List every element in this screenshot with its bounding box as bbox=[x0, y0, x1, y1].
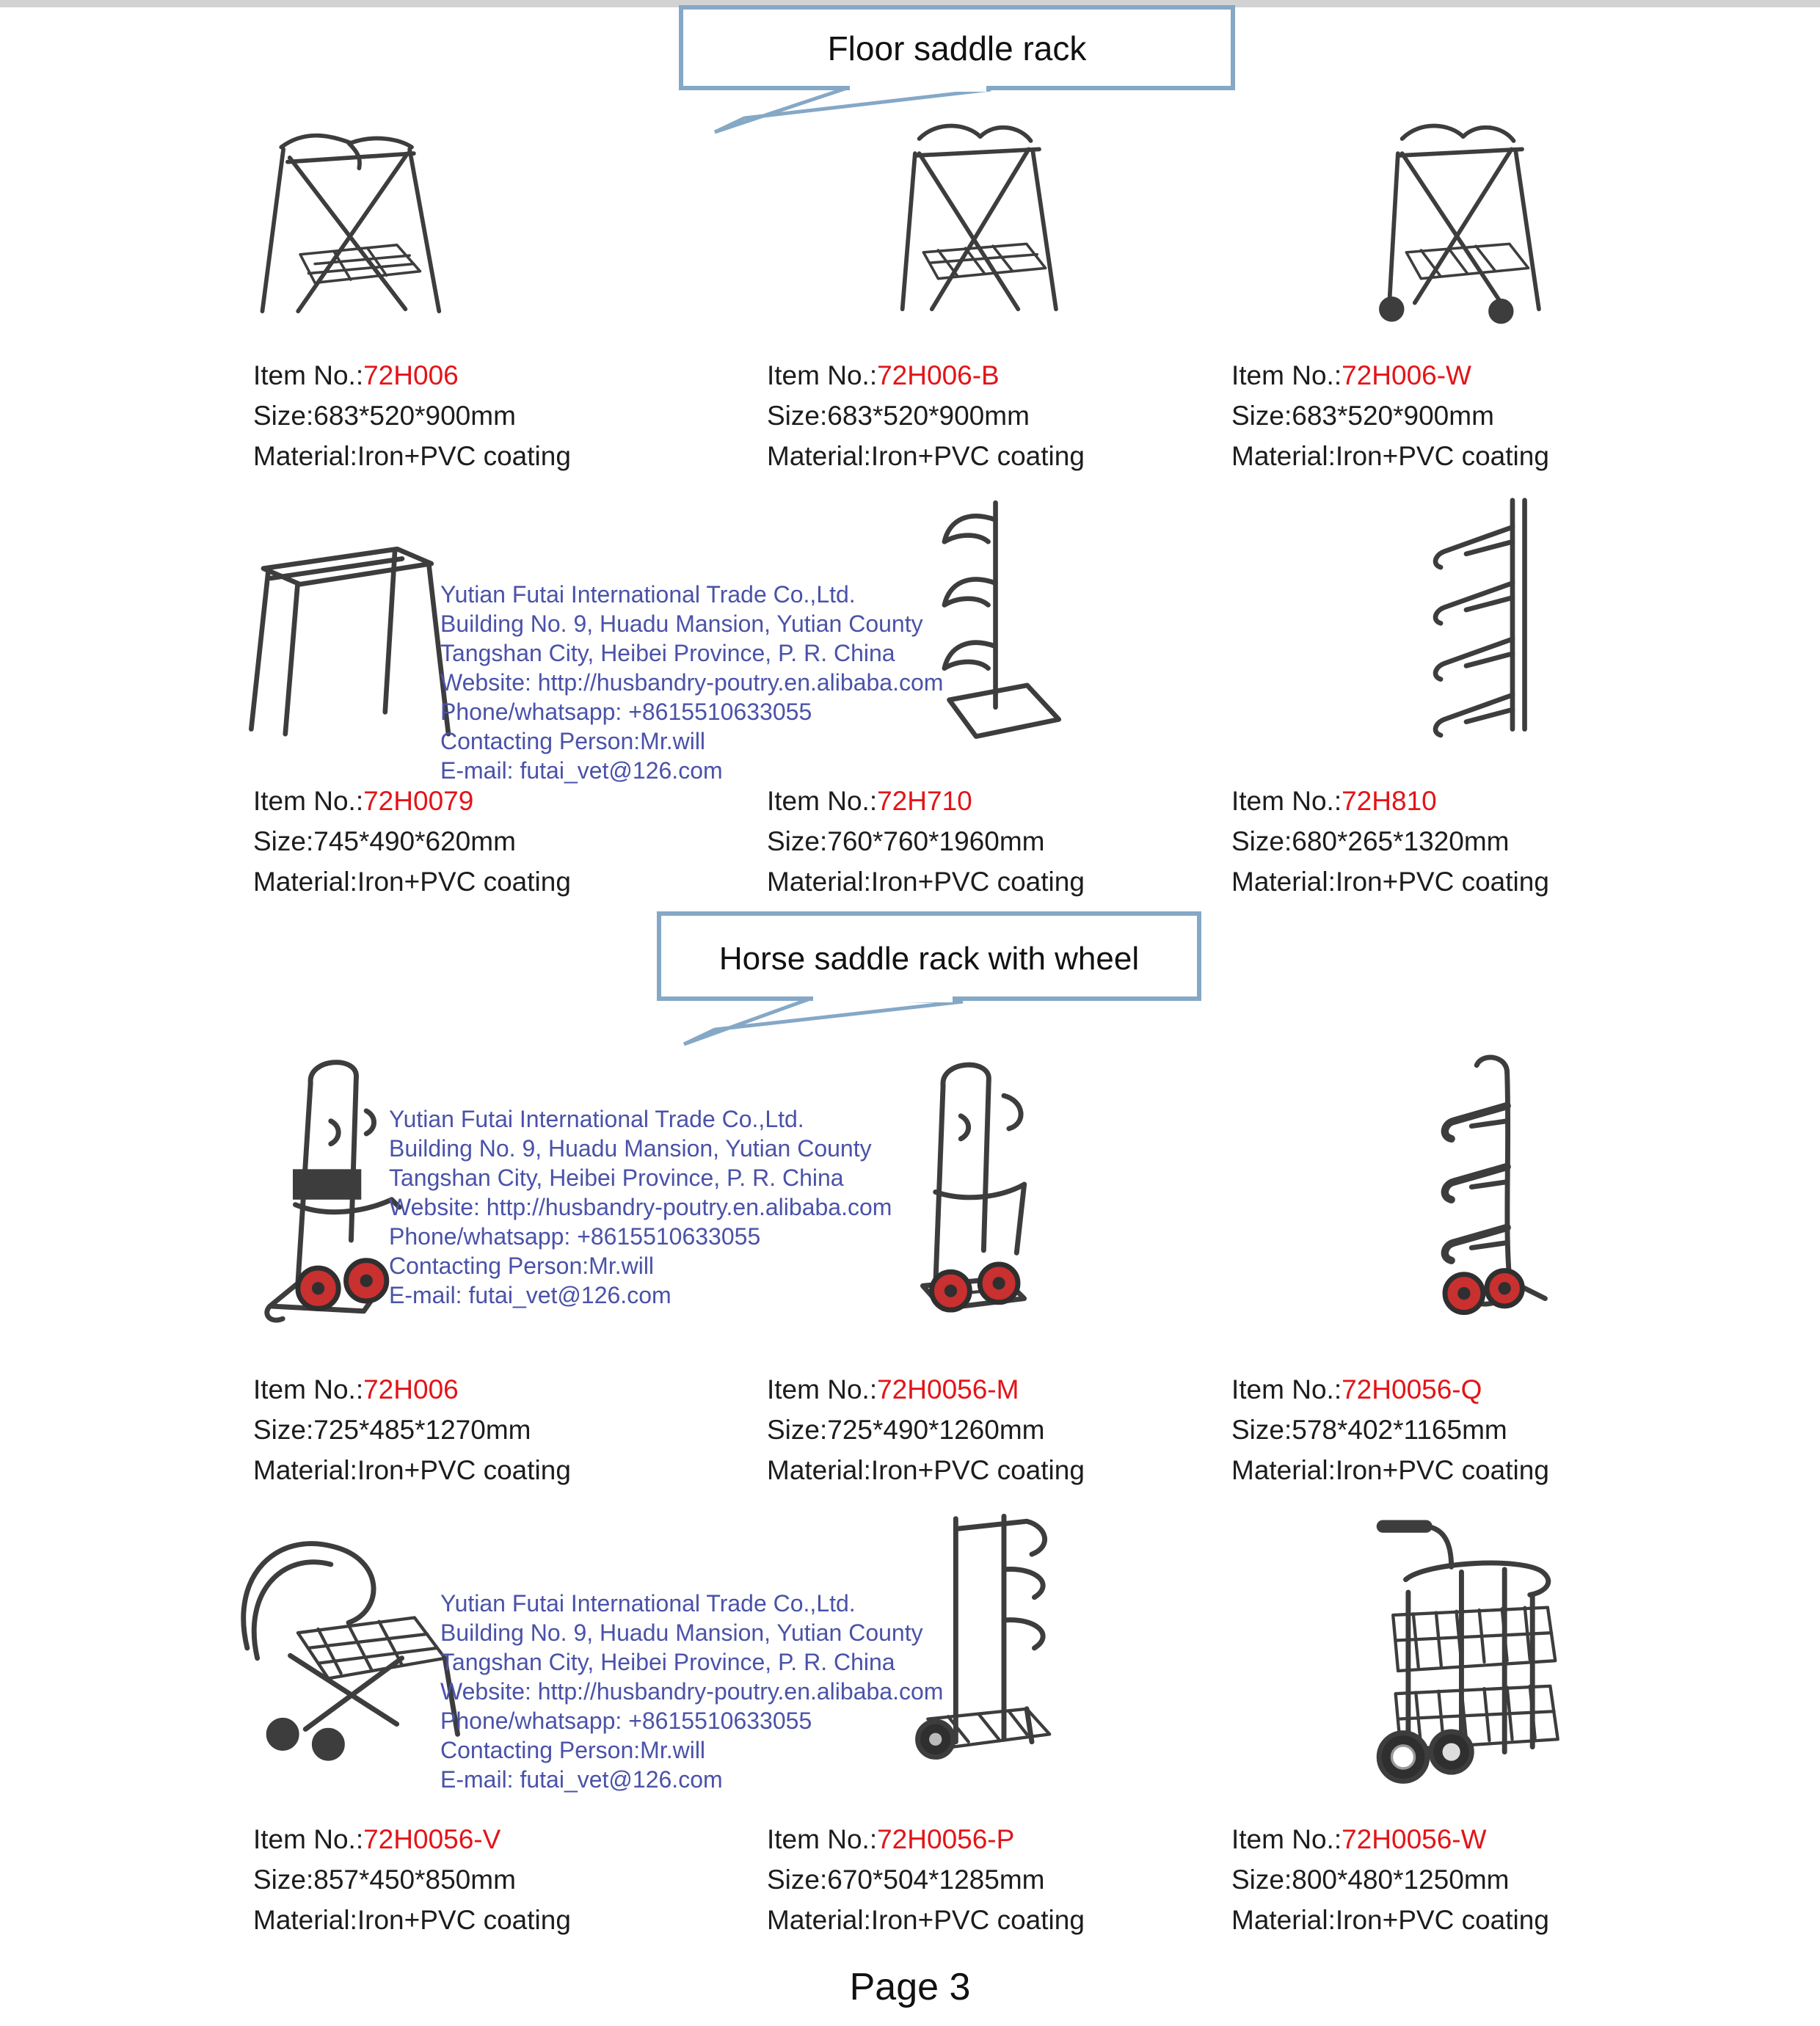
product-item-line bbox=[1231, 781, 1613, 821]
item-no-label: Item No.: bbox=[767, 1374, 878, 1404]
watermark-line: Website: http://husbandry-poutry.en.alibaba.com bbox=[440, 1678, 944, 1705]
watermark-line: Yutian Futai International Trade Co.,Ltd. bbox=[440, 1590, 856, 1617]
banner-title: Floor saddle rack bbox=[827, 29, 1087, 68]
item-no-value: 72H0079 bbox=[363, 786, 474, 816]
product-size: Size:683*520*900mm bbox=[767, 401, 1030, 431]
product-material: Material:Iron+PVC coating bbox=[253, 1455, 571, 1485]
watermark-line: Tangshan City, Heibei Province, P. R. China bbox=[389, 1165, 844, 1191]
product-size: Size:800*480*1250mm bbox=[1231, 1865, 1510, 1895]
watermark-line: Phone/whatsapp: +8615510633055 bbox=[389, 1223, 761, 1250]
watermark-line: Building No. 9, Huadu Mansion, Yutian County bbox=[440, 1619, 923, 1646]
product-item-line bbox=[767, 355, 1130, 396]
item-no-value: 72H710 bbox=[877, 786, 972, 816]
watermark-line: Phone/whatsapp: +8615510633055 bbox=[440, 699, 812, 725]
product-size: Size:725*485*1270mm bbox=[253, 1415, 531, 1445]
item-no-label: Item No.: bbox=[253, 1374, 364, 1404]
watermark-line: Website: http://husbandry-poutry.en.alibaba.com bbox=[389, 1194, 892, 1220]
product-material: Material:Iron+PVC coating bbox=[1231, 1905, 1549, 1935]
product-card-11 bbox=[1231, 1471, 1613, 1940]
product-image-saddle-arm-cart bbox=[1305, 1014, 1613, 1359]
product-image-double-basket-cart bbox=[1305, 1471, 1613, 1809]
product-size: Size:683*520*900mm bbox=[1231, 401, 1494, 431]
watermark-line: Phone/whatsapp: +8615510633055 bbox=[440, 1708, 812, 1734]
product-size: Size:680*265*1320mm bbox=[1231, 826, 1510, 856]
watermark-line: Yutian Futai International Trade Co.,Ltd. bbox=[389, 1106, 804, 1132]
product-size: Size:745*490*620mm bbox=[253, 826, 516, 856]
item-no-label: Item No.: bbox=[767, 1824, 878, 1854]
product-material: Material:Iron+PVC coating bbox=[1231, 441, 1549, 471]
item-no-label: Item No.: bbox=[1231, 786, 1342, 816]
item-no-value: 72H0056-Q bbox=[1342, 1374, 1482, 1404]
watermark-line: Building No. 9, Huadu Mansion, Yutian County bbox=[440, 611, 923, 637]
watermark-line: Contacting Person:Mr.will bbox=[440, 1737, 706, 1763]
product-image-wall-saddle-rack bbox=[1305, 473, 1613, 770]
product-material: Material:Iron+PVC coating bbox=[1231, 867, 1549, 897]
watermark-line: Tangshan City, Heibei Province, P. R. China bbox=[440, 1649, 895, 1675]
product-item-line bbox=[1231, 1819, 1613, 1859]
banner-floor-saddle-rack bbox=[677, 3, 1278, 139]
product-item-line bbox=[1231, 355, 1613, 396]
item-no-value: 72H0056-P bbox=[877, 1824, 1015, 1854]
watermark-line: Building No. 9, Huadu Mansion, Yutian County bbox=[389, 1135, 872, 1162]
item-no-value: 72H0056-W bbox=[1342, 1824, 1487, 1854]
product-item-line bbox=[767, 781, 1130, 821]
item-no-label: Item No.: bbox=[767, 360, 878, 390]
item-no-label: Item No.: bbox=[767, 786, 878, 816]
product-item-line bbox=[253, 355, 571, 396]
page-number: Page 3 bbox=[849, 1966, 971, 2008]
product-material: Material:Iron+PVC coating bbox=[253, 1905, 571, 1935]
item-no-value: 72H006-W bbox=[1342, 360, 1471, 390]
item-no-label: Item No.: bbox=[253, 360, 364, 390]
product-material: Material:Iron+PVC coating bbox=[1231, 1455, 1549, 1485]
product-size: Size:578*402*1165mm bbox=[1231, 1415, 1507, 1445]
product-image-folding-saddle-stand bbox=[194, 88, 503, 345]
product-size: Size:760*760*1960mm bbox=[767, 826, 1045, 856]
watermark-line: E-mail: futai_vet@126.com bbox=[440, 757, 723, 784]
watermark-line: Website: http://husbandry-poutry.en.alibaba.com bbox=[440, 669, 944, 696]
product-card-0 bbox=[253, 88, 571, 476]
product-item-line bbox=[253, 1369, 571, 1410]
product-card-8 bbox=[1231, 1014, 1613, 1490]
watermark-line: Contacting Person:Mr.will bbox=[440, 728, 706, 754]
product-card-5 bbox=[1231, 473, 1613, 902]
product-card-1 bbox=[767, 88, 1130, 476]
product-size: Size:857*450*850mm bbox=[253, 1865, 516, 1895]
product-item-line bbox=[767, 1819, 1130, 1859]
product-size: Size:683*520*900mm bbox=[253, 401, 516, 431]
product-size: Size:670*504*1285mm bbox=[767, 1865, 1045, 1895]
item-no-label: Item No.: bbox=[1231, 1374, 1342, 1404]
product-material: Material:Iron+PVC coating bbox=[767, 867, 1085, 897]
watermark-line: Contacting Person:Mr.will bbox=[389, 1253, 655, 1279]
product-material: Material:Iron+PVC coating bbox=[253, 441, 571, 471]
watermark-company-info-2 bbox=[389, 1104, 892, 1310]
banner-tail bbox=[715, 88, 991, 132]
item-no-label: Item No.: bbox=[1231, 360, 1342, 390]
item-no-value: 72H006 bbox=[363, 1374, 459, 1404]
product-item-line bbox=[253, 1819, 571, 1859]
product-item-line bbox=[253, 781, 571, 821]
product-material: Material:Iron+PVC coating bbox=[253, 867, 571, 897]
item-no-value: 72H810 bbox=[1342, 786, 1437, 816]
product-material: Material:Iron+PVC coating bbox=[767, 441, 1085, 471]
banner-title: Horse saddle rack with wheel bbox=[718, 941, 1140, 977]
product-item-line bbox=[767, 1369, 1130, 1410]
watermark-line: E-mail: futai_vet@126.com bbox=[389, 1282, 671, 1308]
item-no-label: Item No.: bbox=[253, 1824, 364, 1854]
item-no-label: Item No.: bbox=[253, 786, 364, 816]
item-no-value: 72H006-B bbox=[877, 360, 1000, 390]
product-image-folding-saddle-stand-wheels bbox=[1305, 88, 1613, 345]
watermark-company-info-1 bbox=[440, 580, 943, 785]
watermark-line: E-mail: futai_vet@126.com bbox=[440, 1766, 723, 1793]
banner-tail bbox=[684, 999, 963, 1044]
product-card-2 bbox=[1231, 88, 1613, 476]
product-material: Material:Iron+PVC coating bbox=[767, 1905, 1085, 1935]
item-no-label: Item No.: bbox=[1231, 1824, 1342, 1854]
item-no-value: 72H0056-M bbox=[877, 1374, 1019, 1404]
product-material: Material:Iron+PVC coating bbox=[767, 1455, 1085, 1485]
banner-horse-saddle-rack-with-wheel bbox=[655, 909, 1242, 1052]
watermark-line: Tangshan City, Heibei Province, P. R. China bbox=[440, 640, 895, 666]
watermark-company-info-3 bbox=[440, 1589, 943, 1794]
watermark-line: Yutian Futai International Trade Co.,Ltd. bbox=[440, 581, 856, 608]
product-item-line bbox=[1231, 1369, 1613, 1410]
product-size: Size:725*490*1260mm bbox=[767, 1415, 1045, 1445]
item-no-value: 72H006 bbox=[363, 360, 459, 390]
item-no-value: 72H0056-V bbox=[363, 1824, 501, 1854]
